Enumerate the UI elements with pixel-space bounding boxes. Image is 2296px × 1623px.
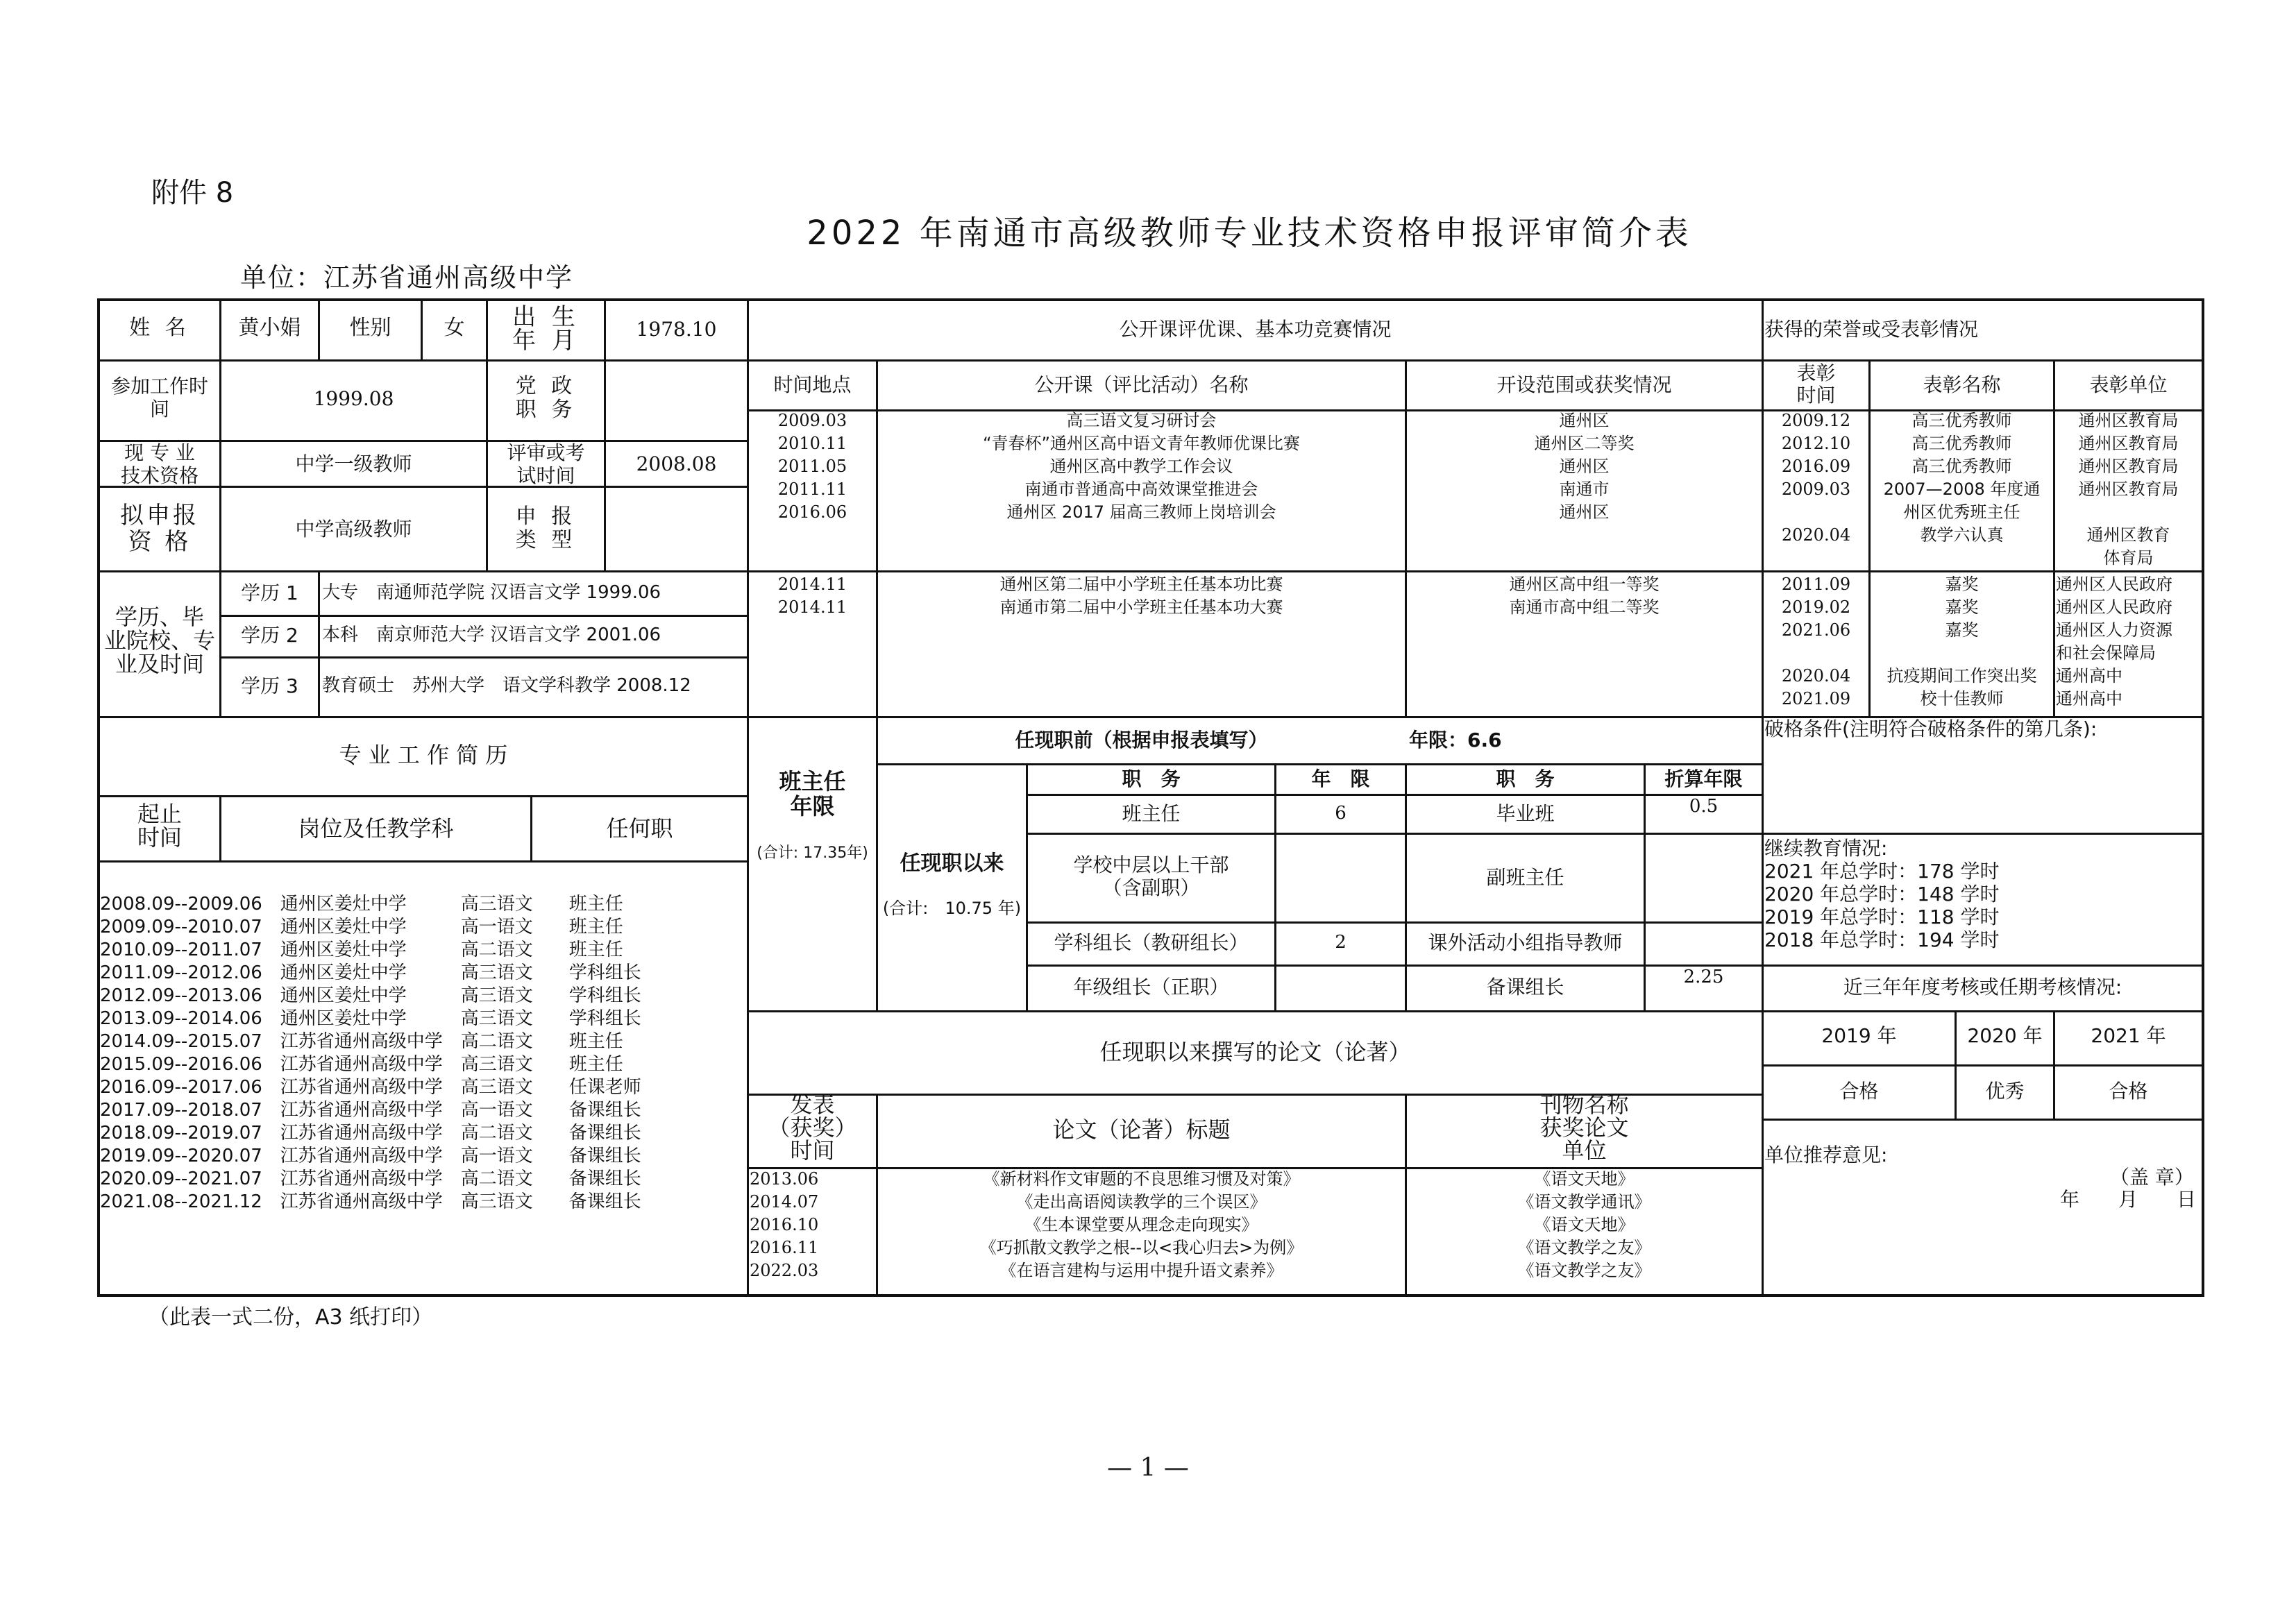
years-row-1: 6 (1335, 803, 1347, 824)
papers-times: 2013.06 2014.07 2016.10 2016.11 2022.03 (750, 1169, 819, 1280)
papers-col-pub: 刊物名称 获奖论文 单位 (1539, 1091, 1629, 1164)
honors-times-2: 2011.09 2019.02 2021.06 2020.04 2021.09 (1781, 575, 1851, 708)
honors-units-1: 通州区教育局 通州区教育局 通州区教育局 通州区教育局 通州区教育 体育局 (2078, 411, 2179, 568)
current-qual-value: 中学一级教师 (295, 452, 412, 475)
duty2-col-header: 职 务 (1496, 767, 1555, 790)
years-col-header: 年 限 (1311, 767, 1370, 790)
gender-value: 女 (444, 316, 465, 340)
duty2-row-2: 副班主任 (1486, 866, 1564, 889)
list-item: 2011.09--2012.06 通州区姜灶中学 高三语文 学科组长 (100, 962, 641, 983)
list-item: 《新材料作文审题的不良思维习惯及对策》 (983, 1169, 1300, 1189)
honors-title: 获得的荣誉或受表彰情况 (1764, 318, 1979, 341)
review-time-label: 评审或考 试时间 (507, 441, 585, 487)
education-1-value: 大专 南通师范学院 汉语言文学 1999.06 (322, 582, 661, 603)
duty2-row-1: 毕业班 (1496, 802, 1555, 825)
page-number: — 1 — (1107, 1454, 1189, 1482)
list-item: 2009.09--2010.07 通州区姜灶中学 高一语文 班主任 (100, 917, 623, 937)
apply-qual-label: 拟申报 资 格 (120, 502, 199, 556)
work-start-label: 参加工作时 间 (110, 375, 208, 420)
open-class-names-2: 通州区第二届中小学班主任基本功比赛 南通市第二届中小学班主任基本功大赛 (999, 575, 1283, 617)
open-class-title: 公开课评优课、基本功竞赛情况 (1119, 318, 1392, 341)
annex-label: 附件 8 (151, 177, 234, 209)
list-item: 2010.09--2011.07 通州区姜灶中学 高二语文 班主任 (100, 940, 623, 960)
honors-col-unit: 表彰单位 (2089, 373, 2168, 396)
recommend-date: 年 月 日 (2060, 1188, 2197, 1211)
list-item: 《巧抓散文教学之根--以<我心归去>为例》 (979, 1238, 1303, 1257)
list-item: 《走出高语阅读教学的三个误区》 (1016, 1192, 1267, 1212)
review-time-value: 2008.08 (636, 452, 717, 475)
name-value: 黄小娟 (238, 316, 301, 340)
assessment-result-1: 合格 (1839, 1080, 1879, 1103)
open-class-times-1: 2009.03 2010.11 2011.05 2011.11 2016.06 (777, 411, 847, 522)
before-current-label: 任现职前（根据申报表填写） (1015, 729, 1268, 751)
list-item: 2015.09--2016.06 江苏省通州高级中学 高三语文 班主任 (100, 1054, 623, 1075)
open-class-scopes-2: 通州区高中组一等奖 南通市高中组二等奖 (1509, 575, 1660, 617)
footer-note: （此表一式二份，A3 纸打印） (149, 1305, 433, 1329)
resume-title: 专 业 工 作 简 历 (339, 742, 508, 768)
assessment-result-2: 优秀 (1985, 1080, 2025, 1103)
honors-col-time: 表彰 时间 (1796, 362, 1836, 407)
duty2-row-3: 课外活动小组指导教师 (1428, 931, 1623, 954)
assessment-year-3: 2021 年 (2091, 1024, 2166, 1047)
open-class-names-1: 高三语文复习研讨会 “青春杯”通州区高中语文青年教师优课比赛 通州区高中教学工作会议 南通市普通高中高效课堂推进会 通州区 2017 届高三教师上岗培训会 (983, 411, 1300, 522)
papers-col-title: 论文（论著）标题 (1052, 1116, 1231, 1143)
honors-col-name: 表彰名称 (1923, 373, 2001, 396)
list-item: 2018.09--2019.07 江苏省通州高级中学 高二语文 备课组长 (100, 1123, 641, 1144)
honors-times-1: 2009.12 2012.10 2016.09 2009.03 2020.04 (1781, 411, 1851, 545)
education-3-label: 学历 3 (241, 674, 298, 697)
papers-titles (878, 1168, 1405, 1282)
head-teacher-total: (合计: 17.35年) (757, 844, 868, 862)
honors-units-2: 通州区人民政府 通州区人民政府 通州区人力资源 和社会保障局 通州高中 通州高中 (2056, 575, 2172, 708)
assessment-result-3: 合格 (2109, 1080, 2148, 1103)
duty-row-4: 年级组长（正职） (1073, 976, 1229, 999)
before-years-label: 年限：6.6 (1409, 729, 1502, 751)
honors-names-2: 嘉奖 嘉奖 嘉奖 抗疫期间工作突出奖 校十佳教师 (1886, 575, 2037, 708)
education-1-label: 学历 1 (241, 581, 298, 604)
list-item: 2021.08--2021.12 江苏省通州高级中学 高三语文 备课组长 (100, 1191, 641, 1212)
converted-row-1: 0.5 (1689, 796, 1719, 817)
party-label: 党 政 职 务 (515, 374, 577, 422)
break-condition-label: 破格条件(注明符合破格条件的第几条): (1764, 717, 2097, 740)
open-class-scopes-1: 通州区 通州区二等奖 通州区 南通市 通州区 (1534, 411, 1635, 522)
recommend-label: 单位推荐意见: (1764, 1144, 1888, 1166)
assessment-title: 近三年年度考核或任期考核情况: (1843, 976, 2122, 999)
converted-row-4: 2.25 (1683, 967, 1724, 987)
education-2-label: 学历 2 (241, 624, 298, 647)
continuing-education: 继续教育情况: 2021 年总学时：178 学时 2020 年总学时：148 学时 2019 年总学时：118 学时 2018 年总学时：194 学时 (1764, 837, 2000, 951)
duty-row-2: 学校中层以上干部 （含副职） (1073, 853, 1229, 899)
assessment-year-2: 2020 年 (1967, 1024, 2043, 1047)
list-item: 2019.09--2020.07 江苏省通州高级中学 高一语文 备课组长 (100, 1146, 641, 1166)
apply-qual-value: 中学高级教师 (295, 518, 412, 541)
list-item: 2016.09--2017.06 江苏省通州高级中学 高三语文 任课老师 (100, 1077, 641, 1098)
head-teacher-label: 班主任 年限 (779, 768, 846, 819)
converted-col-header: 折算年限 (1664, 767, 1743, 790)
recommend-seal: （盖 章） (2110, 1166, 2194, 1189)
papers-col-time: 发表 （获奖） 时间 (768, 1091, 857, 1164)
papers-pubs: 《语文天地》 《语文教学通讯》 《语文天地》 《语文教学之友》 《语文教学之友》 (1517, 1169, 1651, 1280)
resume-list (100, 893, 641, 1214)
list-item: 2020.09--2021.07 江苏省通州高级中学 高二语文 备课组长 (100, 1169, 641, 1189)
open-class-col-name: 公开课（评比活动）名称 (1034, 373, 1249, 396)
open-class-times-2: 2014.11 2014.11 (777, 575, 847, 617)
list-item: 2012.09--2013.06 通州区姜灶中学 高三语文 学科组长 (100, 985, 641, 1006)
duty2-row-4: 备课组长 (1486, 976, 1564, 999)
list-item: 2014.09--2015.07 江苏省通州高级中学 高二语文 班主任 (100, 1031, 623, 1052)
papers-title: 任现职以来撰写的论文（论著） (1099, 1039, 1411, 1065)
since-current-total: (合计: 10.75 年) (882, 899, 1022, 918)
open-class-col-time: 时间地点 (773, 373, 852, 396)
education-3-value: 教育硕士 苏州大学 语文学科教学 2008.12 (322, 675, 691, 696)
open-class-col-scope: 开设范围或获奖情况 (1496, 373, 1672, 396)
duty-col-header: 职 务 (1122, 767, 1181, 790)
page-title: 2022 年南通市高级教师专业技术资格申报评审简介表 (807, 214, 1692, 253)
resume-col-role: 任何职 (606, 815, 673, 842)
education-label: 学历、毕 业院校、专 业及时间 (103, 604, 215, 677)
resume-col-post: 岗位及任教学科 (298, 815, 454, 842)
since-current-label: 任现职以来 (900, 851, 1004, 876)
duty-row-3: 学科组长（教研组长） (1054, 931, 1249, 954)
assessment-year-1: 2019 年 (1821, 1024, 1897, 1047)
duty-row-1: 班主任 (1122, 802, 1181, 825)
birth-value: 1978.10 (636, 318, 717, 341)
list-item: 2017.09--2018.07 江苏省通州高级中学 高一语文 备课组长 (100, 1100, 641, 1121)
education-2-value: 本科 南京师范大学 汉语言文学 2001.06 (322, 624, 661, 645)
apply-type-label: 申 报 类 型 (515, 504, 577, 552)
list-item: 《生本课堂要从理念走向现实》 (1024, 1215, 1258, 1234)
list-item: 《在语言建构与运用中提升语文素养》 (999, 1261, 1283, 1280)
name-label: 姓 名 (129, 316, 190, 340)
birth-label: 出 生 年 月 (512, 303, 580, 355)
work-start-value: 1999.08 (313, 387, 394, 410)
resume-col-time: 起止 时间 (137, 801, 182, 851)
list-item: 2008.09--2009.06 通州区姜灶中学 高三语文 班主任 (100, 894, 623, 915)
list-item: 2013.09--2014.06 通州区姜灶中学 高三语文 学科组长 (100, 1008, 641, 1029)
honors-names-1: 高三优秀教师 高三优秀教师 高三优秀教师 2007—2008 年度通 州区优秀班主任 教学六认真 (1883, 411, 2041, 545)
years-row-3: 2 (1335, 932, 1347, 953)
unit-label: 单位：江苏省通州高级中学 (240, 262, 574, 293)
current-qual-label: 现 专 业 技术资格 (120, 441, 199, 487)
gender-label: 性别 (349, 316, 391, 340)
